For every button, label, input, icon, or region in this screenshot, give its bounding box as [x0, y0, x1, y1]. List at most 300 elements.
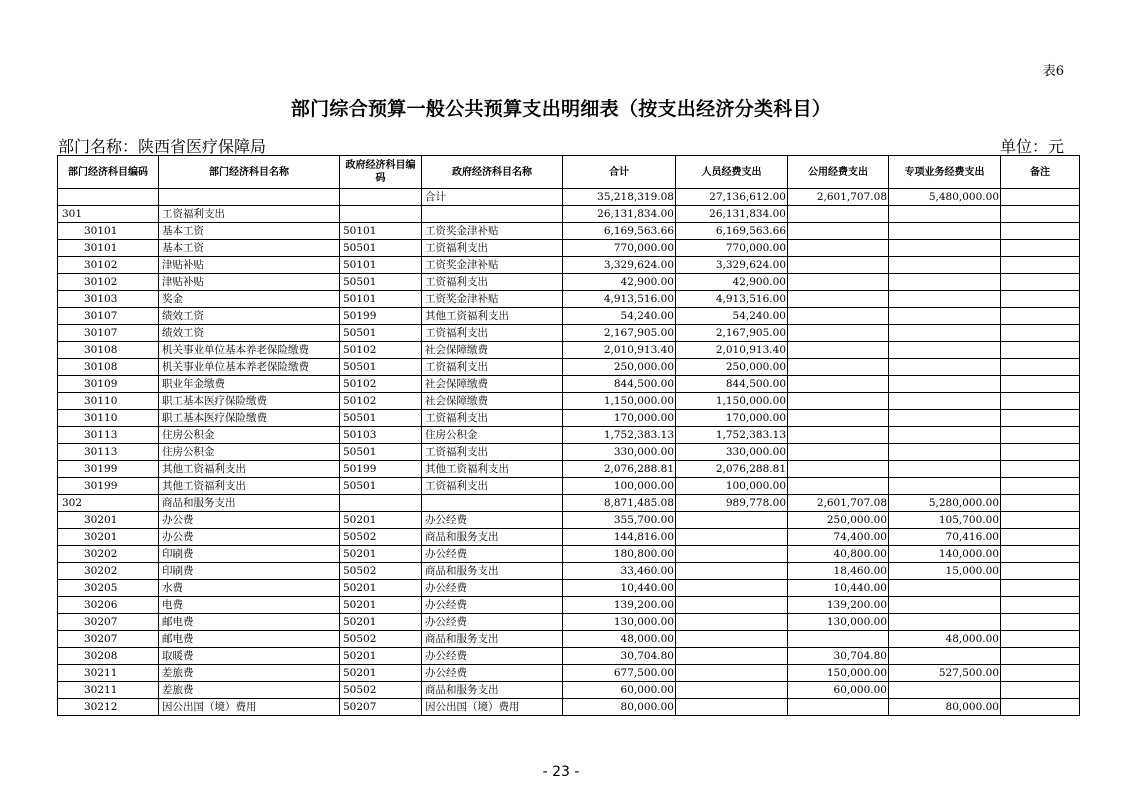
row-total: 355,700.00	[563, 512, 676, 529]
row-dept-name: 职工基本医疗保险缴费	[159, 393, 340, 410]
row-personnel: 2,076,288.81	[676, 461, 788, 478]
row-note	[1001, 342, 1080, 359]
row-personnel: 170,000.00	[676, 410, 788, 427]
table-row	[58, 682, 1080, 699]
row-personnel	[676, 563, 788, 580]
row-gov-name: 办公经费	[422, 546, 563, 563]
row-gov-code: 50201	[340, 546, 422, 563]
row-note	[1001, 512, 1080, 529]
row-special: 5,480,000.00	[889, 189, 1001, 206]
row-public	[788, 478, 889, 495]
header-note: 备注	[1001, 156, 1080, 189]
row-gov-name: 办公经费	[422, 597, 563, 614]
row-note	[1001, 223, 1080, 240]
row-dept-code: 30211	[58, 682, 159, 699]
row-dept-code: 30109	[58, 376, 159, 393]
row-total: 139,200.00	[563, 597, 676, 614]
row-dept-name: 印刷费	[159, 563, 340, 580]
row-gov-name: 工资奖金津补贴	[422, 257, 563, 274]
row-total: 2,167,905.00	[563, 325, 676, 342]
row-gov-code: 50102	[340, 342, 422, 359]
row-note	[1001, 359, 1080, 376]
row-gov-code: 50201	[340, 614, 422, 631]
row-gov-name: 工资福利支出	[422, 240, 563, 257]
row-gov-name	[422, 495, 563, 512]
row-note	[1001, 580, 1080, 597]
row-dept-name: 职工基本医疗保险缴费	[159, 410, 340, 427]
row-total: 1,752,383.13	[563, 427, 676, 444]
table-row	[58, 563, 1080, 580]
table-row	[58, 546, 1080, 563]
row-personnel	[676, 546, 788, 563]
row-note	[1001, 597, 1080, 614]
row-dept-name: 机关事业单位基本养老保险缴费	[159, 359, 340, 376]
row-special	[889, 478, 1001, 495]
table-body	[58, 189, 1080, 716]
table-row	[58, 461, 1080, 478]
row-special	[889, 359, 1001, 376]
row-gov-name: 工资福利支出	[422, 274, 563, 291]
row-personnel: 100,000.00	[676, 478, 788, 495]
table-row	[58, 478, 1080, 495]
row-gov-code: 50103	[340, 427, 422, 444]
row-dept-name: 其他工资福利支出	[159, 461, 340, 478]
header-dept-name: 部门经济科目名称	[159, 156, 340, 189]
row-special	[889, 308, 1001, 325]
row-gov-code: 50101	[340, 291, 422, 308]
row-total: 80,000.00	[563, 699, 676, 716]
row-total: 26,131,834.00	[563, 206, 676, 223]
row-special	[889, 291, 1001, 308]
row-public: 150,000.00	[788, 665, 889, 682]
row-gov-name: 社会保障缴费	[422, 342, 563, 359]
row-dept-code: 302	[58, 495, 159, 512]
table-row	[58, 512, 1080, 529]
row-personnel: 250,000.00	[676, 359, 788, 376]
row-public	[788, 461, 889, 478]
row-public: 2,601,707.08	[788, 495, 889, 512]
row-total: 170,000.00	[563, 410, 676, 427]
row-special	[889, 682, 1001, 699]
row-dept-name: 机关事业单位基本养老保险缴费	[159, 342, 340, 359]
row-personnel: 1,752,383.13	[676, 427, 788, 444]
row-dept-name: 差旅费	[159, 665, 340, 682]
row-gov-name: 工资奖金津补贴	[422, 223, 563, 240]
row-public: 60,000.00	[788, 682, 889, 699]
header-public: 公用经费支出	[788, 156, 889, 189]
row-dept-name: 津贴补贴	[159, 257, 340, 274]
row-total: 250,000.00	[563, 359, 676, 376]
row-dept-name: 邮电费	[159, 631, 340, 648]
row-personnel: 989,778.00	[676, 495, 788, 512]
row-public: 18,460.00	[788, 563, 889, 580]
row-dept-name: 商品和服务支出	[159, 495, 340, 512]
row-personnel	[676, 631, 788, 648]
row-gov-code: 50502	[340, 631, 422, 648]
row-dept-name: 奖金	[159, 291, 340, 308]
table-row	[58, 597, 1080, 614]
row-special	[889, 223, 1001, 240]
row-public	[788, 308, 889, 325]
table-number: 表6	[1042, 64, 1064, 79]
row-gov-code: 50101	[340, 257, 422, 274]
row-note	[1001, 699, 1080, 716]
row-dept-name: 差旅费	[159, 682, 340, 699]
row-public	[788, 342, 889, 359]
row-note	[1001, 427, 1080, 444]
row-gov-name: 住房公积金	[422, 427, 563, 444]
header-personnel: 人员经费支出	[676, 156, 788, 189]
row-public	[788, 325, 889, 342]
row-note	[1001, 478, 1080, 495]
row-special	[889, 342, 1001, 359]
table-row	[58, 410, 1080, 427]
row-public: 74,400.00	[788, 529, 889, 546]
row-dept-code: 30103	[58, 291, 159, 308]
row-public	[788, 240, 889, 257]
table-row	[58, 308, 1080, 325]
row-dept-name: 绩效工资	[159, 308, 340, 325]
row-gov-code: 50199	[340, 461, 422, 478]
row-gov-name: 其他工资福利支出	[422, 461, 563, 478]
row-gov-code: 50502	[340, 529, 422, 546]
row-gov-code	[340, 189, 422, 206]
row-note	[1001, 240, 1080, 257]
row-dept-name: 印刷费	[159, 546, 340, 563]
row-public	[788, 291, 889, 308]
row-personnel	[676, 597, 788, 614]
row-note	[1001, 648, 1080, 665]
row-dept-name: 住房公积金	[159, 427, 340, 444]
row-total: 60,000.00	[563, 682, 676, 699]
row-personnel	[676, 614, 788, 631]
table-row	[58, 206, 1080, 223]
row-gov-name: 因公出国（境）费用	[422, 699, 563, 716]
table-row	[58, 495, 1080, 512]
row-special	[889, 597, 1001, 614]
table-row	[58, 393, 1080, 410]
row-public: 130,000.00	[788, 614, 889, 631]
row-gov-code: 50501	[340, 359, 422, 376]
header-special: 专项业务经费支出	[889, 156, 1001, 189]
row-gov-code: 50199	[340, 308, 422, 325]
row-special: 48,000.00	[889, 631, 1001, 648]
row-dept-code: 30108	[58, 359, 159, 376]
row-public	[788, 631, 889, 648]
row-gov-name: 办公经费	[422, 614, 563, 631]
row-special	[889, 274, 1001, 291]
row-special	[889, 206, 1001, 223]
row-public	[788, 206, 889, 223]
row-gov-name: 办公经费	[422, 665, 563, 682]
row-public: 40,800.00	[788, 546, 889, 563]
row-gov-name: 工资福利支出	[422, 410, 563, 427]
row-note	[1001, 546, 1080, 563]
row-gov-name: 办公经费	[422, 648, 563, 665]
row-dept-code: 30110	[58, 410, 159, 427]
row-dept-name: 因公出国（境）费用	[159, 699, 340, 716]
table-row	[58, 257, 1080, 274]
table-row	[58, 529, 1080, 546]
row-gov-name: 工资福利支出	[422, 444, 563, 461]
row-public: 30,704.80	[788, 648, 889, 665]
row-gov-name: 合计	[422, 189, 563, 206]
row-dept-code: 30107	[58, 308, 159, 325]
page-number: - 23 -	[542, 764, 580, 780]
row-personnel	[676, 665, 788, 682]
row-note	[1001, 274, 1080, 291]
row-note	[1001, 393, 1080, 410]
row-special	[889, 376, 1001, 393]
row-public	[788, 359, 889, 376]
row-special: 527,500.00	[889, 665, 1001, 682]
row-dept-code: 30205	[58, 580, 159, 597]
row-note	[1001, 563, 1080, 580]
header-dept-code: 部门经济科目编码	[58, 156, 159, 189]
row-special: 105,700.00	[889, 512, 1001, 529]
row-gov-code: 50501	[340, 240, 422, 257]
row-special	[889, 461, 1001, 478]
row-total: 100,000.00	[563, 478, 676, 495]
row-dept-name: 住房公积金	[159, 444, 340, 461]
row-special: 140,000.00	[889, 546, 1001, 563]
row-public: 250,000.00	[788, 512, 889, 529]
row-gov-name: 社会保障缴费	[422, 393, 563, 410]
row-gov-name: 办公经费	[422, 512, 563, 529]
row-special	[889, 257, 1001, 274]
row-personnel: 1,150,000.00	[676, 393, 788, 410]
row-personnel: 330,000.00	[676, 444, 788, 461]
row-dept-code: 30199	[58, 478, 159, 495]
row-public: 10,440.00	[788, 580, 889, 597]
row-total: 844,500.00	[563, 376, 676, 393]
row-personnel: 26,131,834.00	[676, 206, 788, 223]
row-personnel: 770,000.00	[676, 240, 788, 257]
row-dept-code: 30206	[58, 597, 159, 614]
row-dept-name: 办公费	[159, 529, 340, 546]
row-note	[1001, 206, 1080, 223]
row-dept-name: 基本工资	[159, 223, 340, 240]
row-special: 80,000.00	[889, 699, 1001, 716]
row-dept-name: 办公费	[159, 512, 340, 529]
row-total: 4,913,516.00	[563, 291, 676, 308]
expenditure-table	[57, 155, 1080, 716]
row-note	[1001, 410, 1080, 427]
row-public	[788, 410, 889, 427]
row-personnel: 2,167,905.00	[676, 325, 788, 342]
row-total: 144,816.00	[563, 529, 676, 546]
row-special	[889, 614, 1001, 631]
row-gov-code: 50201	[340, 665, 422, 682]
row-gov-name: 商品和服务支出	[422, 682, 563, 699]
row-gov-code: 50207	[340, 699, 422, 716]
header-total: 合计	[563, 156, 676, 189]
row-total: 2,076,288.81	[563, 461, 676, 478]
row-note	[1001, 308, 1080, 325]
row-total: 8,871,485.08	[563, 495, 676, 512]
row-personnel: 844,500.00	[676, 376, 788, 393]
row-dept-code: 30201	[58, 512, 159, 529]
row-public	[788, 444, 889, 461]
row-personnel: 2,010,913.40	[676, 342, 788, 359]
row-special: 5,280,000.00	[889, 495, 1001, 512]
row-special	[889, 648, 1001, 665]
table-row	[58, 427, 1080, 444]
row-total: 54,240.00	[563, 308, 676, 325]
row-public	[788, 223, 889, 240]
row-dept-name: 绩效工资	[159, 325, 340, 342]
row-total: 30,704.80	[563, 648, 676, 665]
row-note	[1001, 291, 1080, 308]
row-dept-name: 津贴补贴	[159, 274, 340, 291]
table-row	[58, 291, 1080, 308]
table-header-row	[58, 156, 1080, 189]
row-total: 330,000.00	[563, 444, 676, 461]
row-dept-code: 30113	[58, 444, 159, 461]
row-total: 35,218,319.08	[563, 189, 676, 206]
row-dept-name: 电费	[159, 597, 340, 614]
row-gov-code: 50201	[340, 512, 422, 529]
row-total: 48,000.00	[563, 631, 676, 648]
row-total: 3,329,624.00	[563, 257, 676, 274]
row-dept-code: 30207	[58, 631, 159, 648]
row-special	[889, 410, 1001, 427]
row-special	[889, 393, 1001, 410]
row-special	[889, 240, 1001, 257]
row-dept-name	[159, 189, 340, 206]
row-total: 1,150,000.00	[563, 393, 676, 410]
row-dept-name: 基本工资	[159, 240, 340, 257]
row-personnel: 27,136,612.00	[676, 189, 788, 206]
row-dept-code: 30201	[58, 529, 159, 546]
row-special	[889, 580, 1001, 597]
row-gov-name: 商品和服务支出	[422, 529, 563, 546]
row-personnel	[676, 682, 788, 699]
row-gov-name: 商品和服务支出	[422, 631, 563, 648]
row-dept-code: 30108	[58, 342, 159, 359]
row-note	[1001, 325, 1080, 342]
table-row	[58, 189, 1080, 206]
row-total: 180,800.00	[563, 546, 676, 563]
row-gov-code: 50502	[340, 682, 422, 699]
table-row	[58, 376, 1080, 393]
row-public	[788, 257, 889, 274]
row-personnel: 6,169,563.66	[676, 223, 788, 240]
row-gov-code: 50501	[340, 478, 422, 495]
row-dept-code: 30102	[58, 274, 159, 291]
row-gov-code: 50101	[340, 223, 422, 240]
table-row	[58, 223, 1080, 240]
row-total: 2,010,913.40	[563, 342, 676, 359]
row-note	[1001, 189, 1080, 206]
row-gov-code: 50501	[340, 325, 422, 342]
row-gov-name	[422, 206, 563, 223]
row-public: 2,601,707.08	[788, 189, 889, 206]
row-note	[1001, 257, 1080, 274]
row-dept-code	[58, 189, 159, 206]
table-row	[58, 614, 1080, 631]
row-dept-code: 30199	[58, 461, 159, 478]
row-dept-name: 取暖费	[159, 648, 340, 665]
row-total: 130,000.00	[563, 614, 676, 631]
table-row	[58, 444, 1080, 461]
row-personnel: 3,329,624.00	[676, 257, 788, 274]
row-personnel: 42,900.00	[676, 274, 788, 291]
row-special	[889, 427, 1001, 444]
row-gov-name: 工资奖金津补贴	[422, 291, 563, 308]
row-dept-code: 30110	[58, 393, 159, 410]
table-row	[58, 342, 1080, 359]
row-personnel	[676, 580, 788, 597]
table-row	[58, 631, 1080, 648]
row-note	[1001, 461, 1080, 478]
row-total: 6,169,563.66	[563, 223, 676, 240]
header-gov-code: 政府经济科目编码	[340, 156, 422, 189]
row-special	[889, 325, 1001, 342]
row-gov-name: 其他工资福利支出	[422, 308, 563, 325]
row-total: 33,460.00	[563, 563, 676, 580]
row-special	[889, 444, 1001, 461]
row-special: 70,416.00	[889, 529, 1001, 546]
department-name: 部门名称：陕西省医疗保障局	[58, 137, 267, 156]
row-public	[788, 274, 889, 291]
row-note	[1001, 444, 1080, 461]
row-dept-code: 30202	[58, 546, 159, 563]
row-note	[1001, 376, 1080, 393]
table-row	[58, 699, 1080, 716]
row-gov-code	[340, 495, 422, 512]
row-gov-name: 工资福利支出	[422, 359, 563, 376]
row-dept-code: 30101	[58, 240, 159, 257]
row-dept-code: 30202	[58, 563, 159, 580]
row-personnel	[676, 648, 788, 665]
row-dept-code: 30102	[58, 257, 159, 274]
row-dept-name: 工资福利支出	[159, 206, 340, 223]
row-note	[1001, 495, 1080, 512]
row-dept-code: 30212	[58, 699, 159, 716]
row-dept-code: 30101	[58, 223, 159, 240]
row-dept-name: 职业年金缴费	[159, 376, 340, 393]
row-dept-code: 30107	[58, 325, 159, 342]
table-row	[58, 240, 1080, 257]
table-row	[58, 648, 1080, 665]
row-gov-code: 50102	[340, 393, 422, 410]
table-row	[58, 580, 1080, 597]
row-total: 42,900.00	[563, 274, 676, 291]
row-personnel: 4,913,516.00	[676, 291, 788, 308]
row-note	[1001, 529, 1080, 546]
row-total: 770,000.00	[563, 240, 676, 257]
table-row	[58, 359, 1080, 376]
row-dept-code: 30211	[58, 665, 159, 682]
unit-label: 单位：元	[999, 137, 1064, 156]
row-dept-code: 30113	[58, 427, 159, 444]
row-gov-code: 50201	[340, 580, 422, 597]
row-dept-name: 其他工资福利支出	[159, 478, 340, 495]
row-gov-name: 办公经费	[422, 580, 563, 597]
row-gov-name: 工资福利支出	[422, 478, 563, 495]
row-note	[1001, 682, 1080, 699]
row-dept-code: 30207	[58, 614, 159, 631]
row-public	[788, 427, 889, 444]
row-gov-code: 50501	[340, 410, 422, 427]
row-note	[1001, 665, 1080, 682]
page-title: 部门综合预算一般公共预算支出明细表（按支出经济分类科目）	[290, 98, 832, 120]
row-dept-code: 30208	[58, 648, 159, 665]
row-total: 10,440.00	[563, 580, 676, 597]
row-gov-code: 50201	[340, 597, 422, 614]
row-dept-name: 邮电费	[159, 614, 340, 631]
